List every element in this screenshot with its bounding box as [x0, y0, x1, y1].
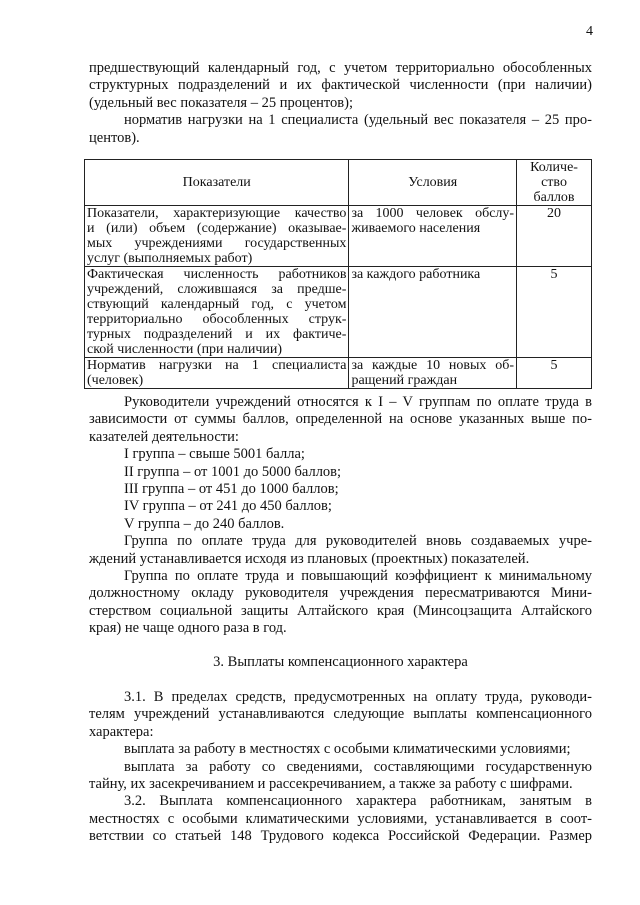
group-item: I группа – свыше 5001 балла;	[124, 446, 305, 463]
intro-line-3: (удельный вес показателя – 25 процентов);	[89, 94, 354, 111]
intro-line-2: структурных подразделений и их фактической численности (при наличии)	[89, 77, 592, 94]
revision-line-1: Группа по оплате труда и повышающий коэффициент к минимальному	[124, 568, 592, 584]
p32-line-1: 3.2. Выплата компенсационного характера работникам, занятым в	[124, 793, 592, 810]
group-item: III группа – от 451 до 1000 баллов;	[124, 481, 339, 497]
row-indicator: Показатели, характеризующие качество и (или) объем (содержание) оказывае- мых учреждениями государственных услуг (выполняемых работ)	[85, 206, 349, 267]
new-institutions-line-2: ждений устанавливается исходя из плановых (проектных) показателей.	[89, 550, 530, 567]
groups-intro-line-2: зависимости от суммы баллов, определенной на основе указанных выше по-	[89, 411, 592, 428]
table-header-row	[85, 160, 592, 206]
group-item: IV группа – от 241 до 450 баллов;	[124, 498, 332, 515]
p31-line-3: характера:	[89, 723, 154, 740]
table-row	[85, 206, 592, 267]
payment-item: выплата за работу в местностях с особыми климатическими условиями;	[124, 741, 571, 758]
row-indicator: Норматив нагрузки на 1 специалиста (человек)	[85, 358, 349, 389]
revision-line-2: должностному окладу руководителя учреждения пересматриваются Мини-	[89, 585, 592, 602]
group-item: V группа – до 240 баллов.	[124, 515, 285, 532]
intro-line-5: центов).	[89, 129, 140, 146]
revision-line-3: стерством социальной защиты Алтайского края (Минсоцзащита Алтайского	[89, 602, 592, 619]
row-points: 5	[517, 358, 592, 389]
revision-line-4: края) не чаще одного раза в год.	[89, 620, 287, 637]
table-row	[85, 358, 592, 389]
row-condition: за 1000 человек обслу- живаемого населения	[349, 206, 517, 267]
table-row	[85, 267, 592, 358]
payment-item: выплата за работу со сведениями, составляющими государственную	[124, 758, 592, 775]
new-institutions-line-1: Группа по оплате труда для руководителей вновь создаваемых учре-	[124, 533, 592, 550]
section-heading: 3. Выплаты компенсационного характера	[213, 654, 468, 670]
header-conditions: Условия	[349, 160, 517, 206]
row-points: 20	[517, 206, 592, 267]
header-points: Количе- ство баллов	[517, 160, 592, 206]
intro-line-1: предшествующий календарный год, с учетом территориально обособленных	[89, 60, 592, 76]
p31-line-1: 3.1. В пределах средств, предусмотренных на оплату труда, руководи-	[124, 689, 592, 705]
row-points: 5	[517, 267, 592, 358]
header-indicators: Показатели	[85, 160, 349, 206]
payment-item-cont: тайну, их засекречиванием и рассекречиванием, а также за работу с шифрами.	[89, 776, 573, 792]
p32-line-2: местностях с особыми климатическими условиями, устанавливается в соот-	[89, 810, 592, 827]
indicators-table	[84, 159, 592, 389]
row-condition: за каждые 10 новых об- ращений граждан	[349, 358, 517, 389]
intro-line-4: норматив нагрузки на 1 специалиста (удельный вес показателя – 25 про-	[124, 112, 592, 129]
row-condition: за каждого работника	[349, 267, 517, 358]
groups-intro-line-1: Руководители учреждений относятся к I – V группам по оплате труда в	[124, 394, 592, 410]
groups-intro-line-3: казателей деятельности:	[89, 428, 239, 445]
group-item: II группа – от 1001 до 5000 баллов;	[124, 463, 342, 480]
page-number: 4	[586, 24, 593, 39]
row-indicator: Фактическая численность работников учреждений, сложившаяся за предше- ствующий календарный год, с учетом территориально обособленных струк- турных подразделений и их фактиче- ской численности (при наличии)	[85, 267, 349, 358]
p32-line-3: ветствии со статьей 148 Трудового кодекса Российской Федерации. Размер	[89, 828, 592, 845]
p31-line-2: телям учреждений устанавливаются следующие выплаты компенсационного	[89, 706, 592, 723]
